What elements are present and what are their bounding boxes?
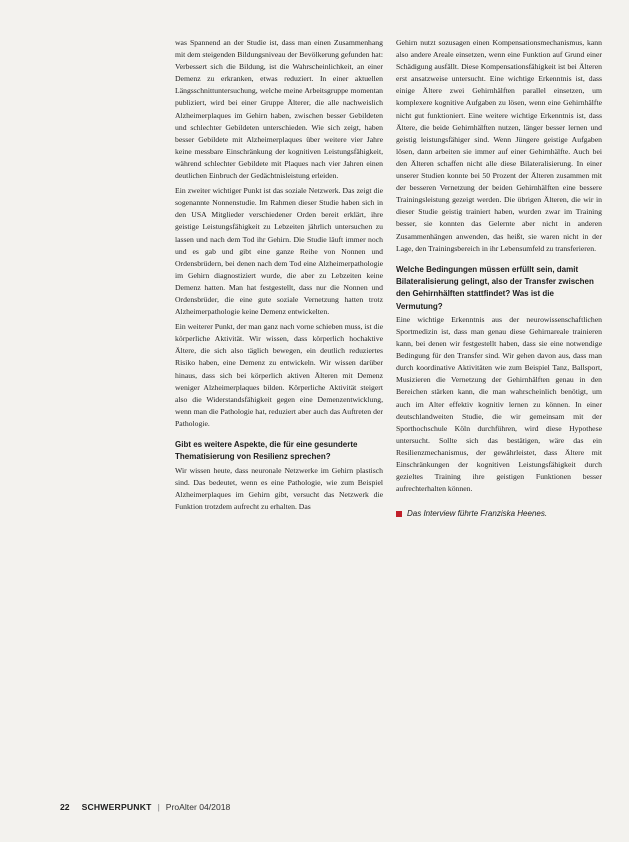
paragraph-education: was Spannend an der Studie ist, dass man einen Zusammenhang mit dem steigenden Bildungsniveau der Bevölkerung gefunden hat: Verbessert sich die Bildung, ist die Wahrscheinlichkeit, an einer Demenz zu erkranken, etwas reduziert. In einer aktuellen Längsschnittuntersuchung, welche meine Arbeitsgruppe momentan publiziert, wird bei einer Gruppe Älterer, die alle nachweislich Alzheimerplaques im Gehirn haben, zwischen besser Gebildeten und schlechter Gebildeten unterschieden. Wie sich zeigt, haben besser Gebildete mit Alzheimerplaques über weitere vier Jahre keine messbare Einschränkung der kognitiven Leistungsfähigkeit, während schlechter Gebildete mit Plaques nach vier Jahren einen deutlichen Einbruch der Gedächtnisleistung erleiden. [175, 38, 383, 181]
right-column [396, 37, 602, 518]
interview-credit [396, 509, 602, 518]
paragraph-compensation: Gehirn nutzt sozusagen einen Kompensationsmechanismus, kann also andere Areale einsetzen, wenn eine Funktion auf Grund einer Schädigung ausfällt. Diese Kompensationsfähigkeit ist bei Älteren erst ansatzweise untersucht. Eine wichtige Erkenntnis ist, dass einige Ältere zwei Gehirnhälften parallel einsetzen, um komplexere kognitive Aufgaben zu lösen, wenn eine Gehirnhälfte nicht gut funktioniert. Eine weitere wichtige Erkenntnis ist, dass Ältere, die beide Gehirnhälften nutzen, länger besser lernen und geistig leistungsfähiger sind. Wenn Jüngere geistige Aufgaben lösen, dann arbeiten sie immer auf einer Gehirnhälfte. Auch bei den Älteren schaffen nicht alle diese Bilateralisierung. In einer unserer Studien konnte bei 50 Prozent der Älteren zusammen mit der besseren Vernetzung der beiden Gehirnhälften eine bessere Trainingsleistung gezeigt werden. Die übrigen Älteren, die wir in dieser Studie geistig trainiert haben, wurden zwar im Training besser, sie konnten das Gelernte aber nicht in anderen Zusammenhängen anwenden, das heißt, sie waren nicht in der Lage, den Trainingsbereich in ihr Lebensumfeld zu transferieren. [396, 38, 602, 253]
paragraph-physical-activity: Ein weiterer Punkt, der man ganz nach vorne schieben muss, ist die körperliche Aktivität. Wir wissen, dass körperlich hochaktive Ältere, die sich also täglich bewegen, ein deutlich reduziertes Risiko haben, eine Demenz zu entwickeln. Wir wissen darüber hinaus, dass sich bei körperlich aktiven Älteren mit Demenz weniger Alzheimerplaques bilden. Körperliche Aktivität steigert also die Widerstandsfähigkeit gegen eine Demenzentwicklung, wenn man die Pathologie hat, reduziert aber auch das Auftreten der Pathologie. [175, 322, 383, 428]
paragraph-social-network: Ein zweiter wichtiger Punkt ist das soziale Netzwerk. Das zeigt die sogenannte Nonnenstudie. Im Rahmen dieser Studie haben sich in den USA Mitglieder verschiedener Orden bereit erklärt, ihre geistige Leistungsfähigkeit zu Lebzeiten jährlich untersuchen zu lassen und nach dem Tod ihr Gehirn. Die Studie läuft immer noch und es gab und gibt eine ganze Reihe von Nonnen und Ordensbrüdern, bei denen nach dem Tod eine Alzheimerpathologie im Gehirn diagnostiziert wurde, die aber zu Lebzeiten keine Demenz hatten. Man hat festgestellt, dass nur die Nonnen und Ordensbrüder, die eine gute soziale Vernetzung hatten trotz Alzheimerpathologie keine Demenz entwickelten. [175, 186, 383, 317]
footer-separator: | [157, 802, 160, 812]
answer-transfer: Eine wichtige Erkenntnis aus der neurowissenschaftlichen Sportmedizin ist, dass man genau diese Gehirnareale trainieren kann, bei denen wir festgestellt haben, dass sie eine notwendige Bedingung für den Transfer sind. Wir gehen davon aus, dass man durch koordinative Aktivitäten wie zum Beispiel Tanz, Ballsport, Musizieren die Vernetzung der Gehirnhälften genau in den Bereichen stärken kann, die man wahrscheinlich benötigt, um auch im Alter effektiv kognitiv lernen zu können. In einer deutschlandweiten Studie, die wir gemeinsam mit der Sporthochschule Köln durchführen, wird diese Hypothese untersucht. Sollte sich das bestätigen, wäre das ein Resilienzmechanismus, der gewährleistet, dass Ältere mit Einschränkungen der kognitiven Leistungsfähigkeit durch gezieltes Training ihre geistigen Funktionen besser aufrechterhalten können. [396, 314, 602, 494]
interview-question-2: Welche Bedingungen müssen erfüllt sein, damit Bilateralisierung gelingt, also der Transfer zwischen den Gehirnhälften stattfindet? Was ist die Vermutung? [396, 264, 594, 311]
page-footer [60, 802, 230, 812]
magazine-issue: ProAlter 04/2018 [165, 802, 231, 812]
red-square-icon [396, 511, 402, 517]
interview-question-1: Gibt es weitere Aspekte, die für eine gesunderte Thematisierung von Resilienz sprechen? [175, 440, 358, 462]
answer-plasticity: Wir wissen heute, dass neuronale Netzwerke im Gehirn plastisch sind. Das bedeutet, wenn es eine Pathologie, wie zum Beispiel Alzheimerplaques im Gehirn gibt, versucht das Netzwerk die Funktion trotzdem aufrecht zu erhalten. Das [175, 465, 383, 511]
left-column [175, 37, 383, 516]
page-number: 22 [60, 802, 70, 812]
credit-text: Das Interview führte Franziska Heenes. [407, 509, 548, 519]
section-name: SCHWERPUNKT [81, 802, 152, 812]
